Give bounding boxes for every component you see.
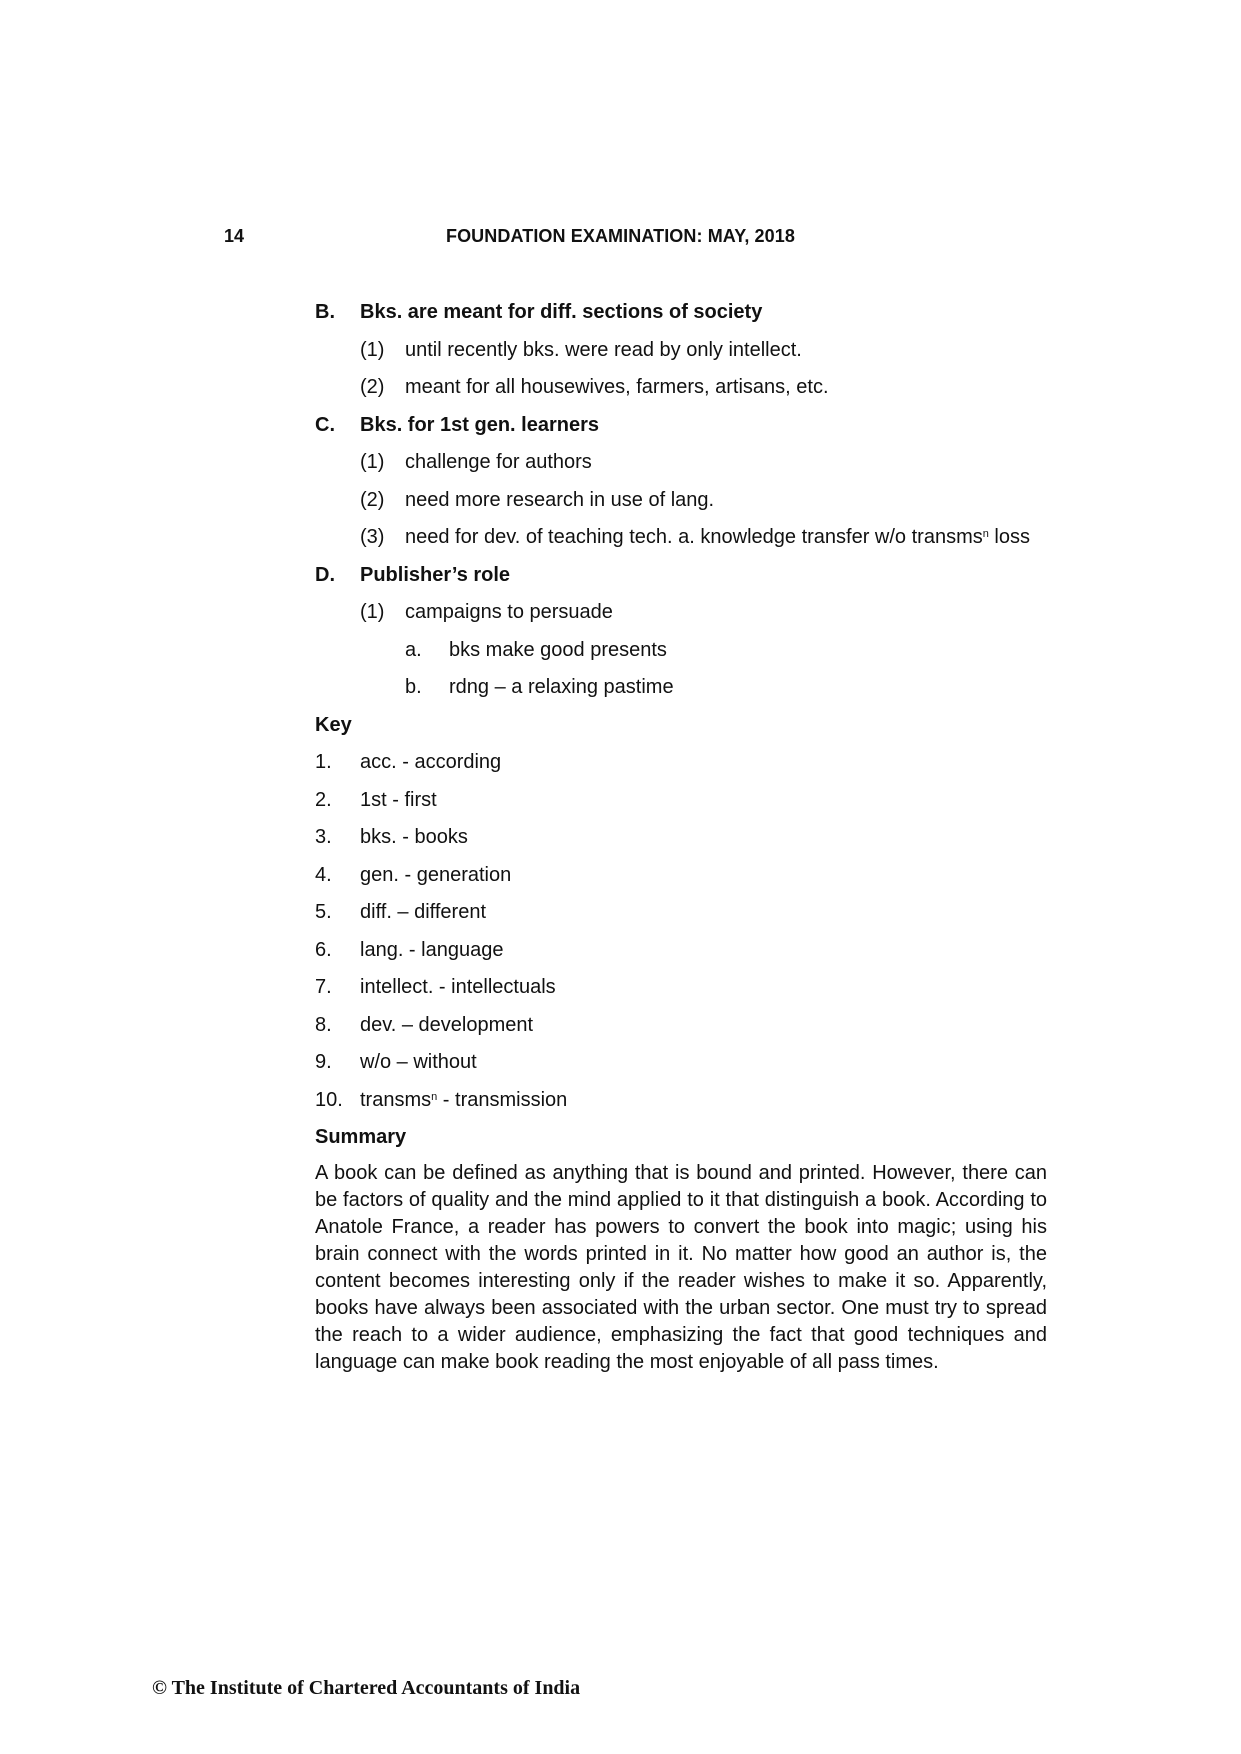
key-text-main: transms: [360, 1088, 432, 1111]
item-marker: (1): [360, 338, 385, 361]
key-item: [315, 900, 1047, 938]
item-marker: (2): [360, 488, 385, 511]
key-number: 1.: [315, 751, 332, 773]
summary-paragraph: A book can be defined as anything that is bound and printed. However, there can be factors of quality and the mind applied to it that distinguish a book. According to Anatole France, a reader has powers to convert the book into magic; using his brain connect with the words printed in it. No matter how good an author is, the content becomes interesting only if the reader wishes to make it so. Apparently, books have always been associated with the urban sector. One must try to spread the reach to a wider audience, emphasizing the fact that good techniques and language can make book reading the most enjoyable of all pass times.: [315, 1162, 1047, 1373]
item-marker: (1): [360, 601, 385, 623]
item-marker: (1): [360, 451, 385, 473]
key-text-tail: - transmission: [437, 1088, 568, 1111]
footer-copyright: © The Institute of Chartered Accountants of India: [152, 1677, 581, 1699]
summary-heading: Summary: [315, 1126, 407, 1148]
key-text: bks. - books: [360, 826, 468, 848]
item-text: bks make good presents: [449, 638, 667, 661]
item-marker: (3): [360, 526, 385, 548]
key-item: [315, 1050, 1047, 1088]
key-item: [315, 825, 1047, 863]
section-marker: D.: [315, 563, 335, 586]
page-number: 14: [224, 226, 245, 246]
key-number: 2.: [315, 788, 332, 811]
item-marker: (2): [360, 376, 385, 398]
list-item: [315, 450, 1047, 488]
key-item: [315, 938, 1047, 976]
item-marker: b.: [405, 676, 422, 698]
key-text: acc. - according: [360, 751, 502, 773]
section-title: Publisher’s role: [360, 563, 511, 586]
key-item: [315, 750, 1047, 788]
key-text: gen. - generation: [360, 863, 512, 886]
key-number: 4.: [315, 863, 332, 886]
key-number: 6.: [315, 938, 332, 961]
key-text: intellect. - intellectuals: [360, 976, 556, 998]
key-number: 7.: [315, 976, 332, 998]
item-text: campaigns to persuade: [405, 601, 613, 623]
key-heading: Key: [315, 713, 352, 736]
sub-list-item: [315, 675, 1047, 713]
key-text: diff. – different: [360, 901, 487, 923]
list-item: [315, 600, 1047, 638]
sub-list-item: [315, 638, 1047, 676]
page-content: [315, 300, 1047, 1376]
item-text: rdng – a relaxing pastime: [449, 676, 674, 698]
list-item: [315, 375, 1047, 413]
section-heading-c: [315, 413, 1047, 451]
key-item: [315, 1013, 1047, 1051]
section-title: Bks. for 1st gen. learners: [360, 413, 599, 436]
superscript: n: [982, 528, 989, 540]
key-number: 5.: [315, 901, 332, 923]
section-marker: C.: [315, 413, 335, 436]
section-heading-d: [315, 563, 1047, 601]
item-text: need more research in use of lang.: [405, 488, 715, 511]
item-text: meant for all housewives, farmers, artisans, etc.: [405, 376, 829, 398]
item-text-main: need for dev. of teaching tech. a. knowledge transfer w/o transms: [405, 526, 983, 548]
key-number: 9.: [315, 1051, 332, 1073]
key-text: lang. - language: [360, 938, 504, 961]
list-item: [315, 488, 1047, 526]
list-item: [315, 338, 1047, 376]
key-text: w/o – without: [360, 1051, 477, 1073]
section-heading-b: [315, 300, 1047, 338]
key-item: [315, 788, 1047, 826]
section-marker: B.: [315, 301, 335, 323]
item-text: until recently bks. were read by only intellect.: [405, 338, 802, 361]
item-text: challenge for authors: [405, 451, 592, 473]
key-item: [315, 863, 1047, 901]
list-item: [315, 525, 1047, 563]
key-item: [315, 975, 1047, 1013]
section-title: Bks. are meant for diff. sections of society: [360, 301, 763, 323]
item-text: [405, 525, 1030, 549]
key-number: 10.: [315, 1088, 343, 1111]
item-text-tail: loss: [988, 526, 1030, 548]
key-number: 3.: [315, 826, 332, 848]
page-header-title: FOUNDATION EXAMINATION: MAY, 2018: [445, 226, 795, 246]
key-number: 8.: [315, 1013, 332, 1036]
key-item: [315, 1088, 1047, 1126]
key-text: [360, 1088, 567, 1112]
item-marker: a.: [405, 638, 422, 661]
key-text: 1st - first: [360, 788, 437, 811]
superscript: n: [431, 1090, 438, 1103]
key-text: dev. – development: [360, 1013, 534, 1036]
